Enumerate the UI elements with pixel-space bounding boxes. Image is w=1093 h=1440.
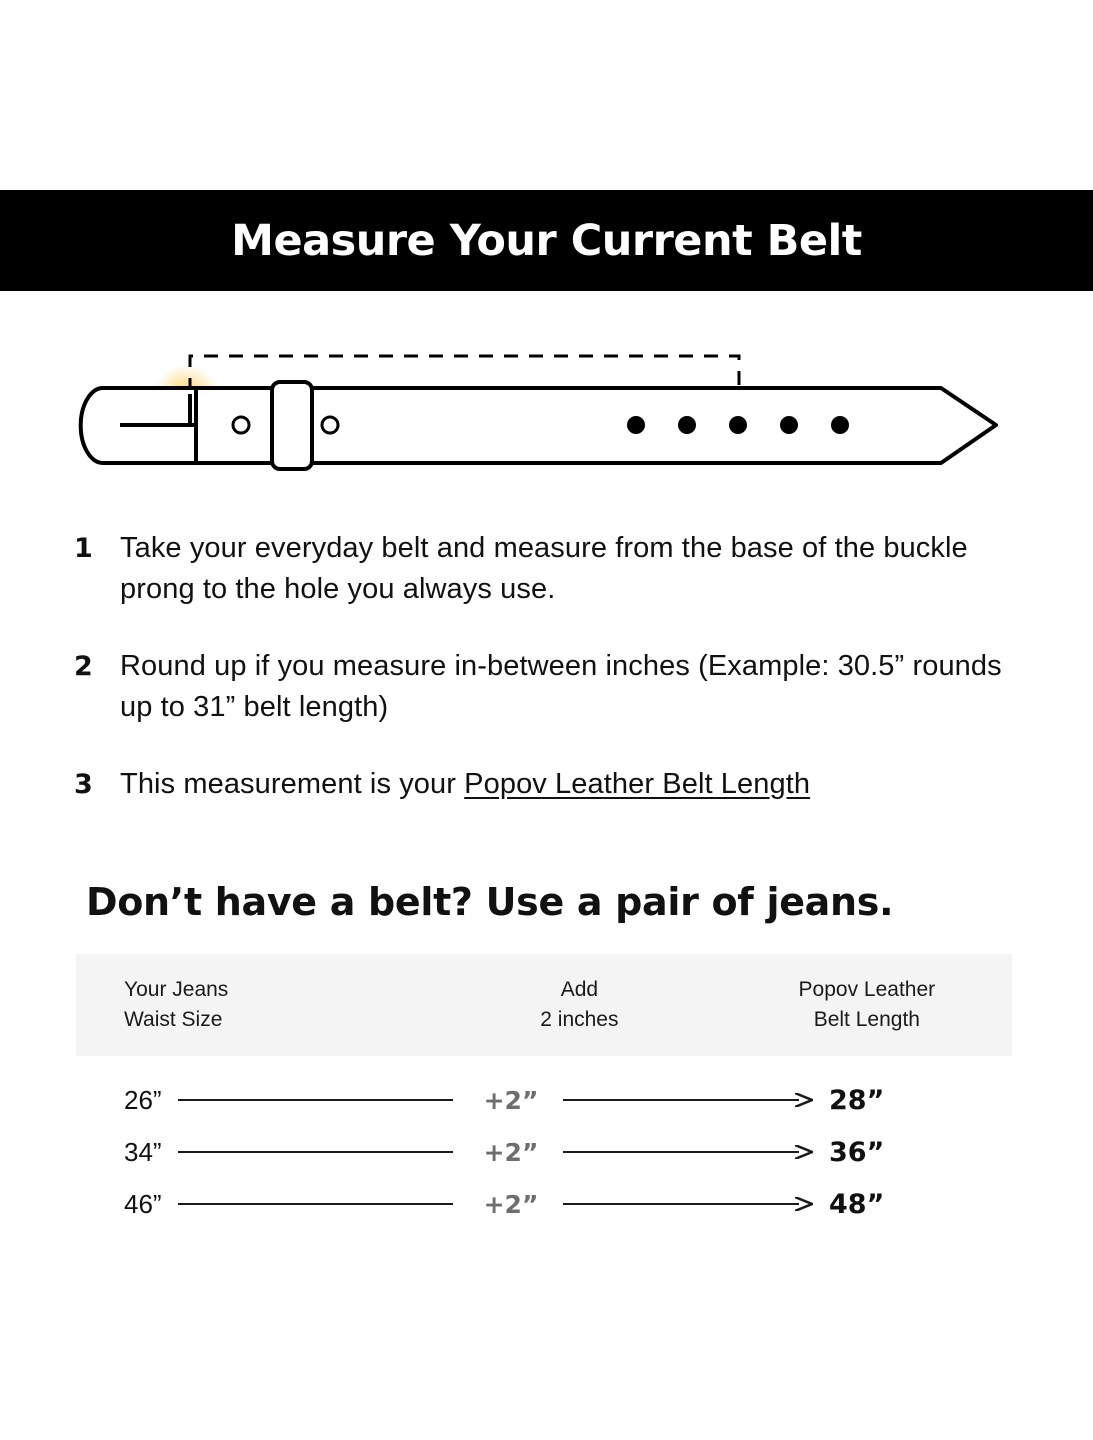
step-text-lead: This measurement is your bbox=[120, 768, 465, 800]
arrow-to-result bbox=[563, 1197, 813, 1211]
belt-keeper-loop bbox=[272, 382, 312, 469]
step-text: Round up if you measure in-between inches (Example: 30.5” rounds up to 31” belt length) bbox=[120, 650, 1002, 723]
table-row bbox=[76, 1126, 1012, 1178]
column-header-line1: Your Jeans bbox=[124, 978, 229, 1001]
table-row bbox=[76, 1178, 1012, 1230]
step-item bbox=[74, 528, 1014, 610]
connector-line bbox=[178, 1203, 453, 1205]
column-header-line1: Add bbox=[560, 978, 599, 1001]
column-header-line2: Waist Size bbox=[124, 1008, 223, 1031]
steps-list bbox=[74, 528, 1014, 841]
belt-hole bbox=[678, 416, 696, 434]
column-header-line1: Popov Leather bbox=[798, 978, 936, 1001]
belt-hole bbox=[729, 416, 747, 434]
arrow-right-icon bbox=[795, 1093, 813, 1107]
column-header-line2: Belt Length bbox=[813, 1008, 920, 1031]
table-row bbox=[76, 1074, 1012, 1126]
belt-length-link[interactable]: Popov Leather Belt Length bbox=[464, 768, 811, 800]
conversion-table-rows bbox=[76, 1074, 1012, 1230]
step-number: 1 bbox=[74, 533, 93, 564]
connector-line bbox=[178, 1151, 453, 1153]
arrow-to-result bbox=[563, 1145, 813, 1159]
cell-add-value: +2” bbox=[483, 1085, 539, 1115]
belt-strap bbox=[124, 388, 996, 463]
step-item bbox=[74, 764, 1014, 805]
cell-add-value: +2” bbox=[483, 1189, 539, 1219]
column-header-add bbox=[437, 954, 722, 1056]
belt-illustration bbox=[0, 330, 1093, 510]
cell-add-value: +2” bbox=[483, 1137, 539, 1167]
cell-jeans-size: 26” bbox=[124, 1084, 162, 1115]
belt-hole bbox=[627, 416, 645, 434]
page-title: Measure Your Current Belt bbox=[231, 215, 862, 266]
step-text: Take your everyday belt and measure from the base of the buckle prong to the hole you always use. bbox=[120, 532, 968, 605]
belt-hole-open bbox=[322, 417, 338, 433]
header-banner bbox=[0, 190, 1093, 291]
step-number: 3 bbox=[74, 769, 93, 800]
cell-belt-length: 28” bbox=[829, 1084, 885, 1116]
step-text bbox=[120, 764, 810, 805]
belt-hole-open bbox=[233, 417, 249, 433]
step-item bbox=[74, 646, 1014, 728]
arrow-to-result bbox=[563, 1093, 813, 1107]
step-number: 2 bbox=[74, 651, 93, 682]
cell-belt-length: 36” bbox=[829, 1136, 885, 1168]
column-header-belt-length bbox=[722, 954, 1012, 1056]
belt-hole bbox=[831, 416, 849, 434]
arrow-right-icon bbox=[795, 1197, 813, 1211]
cell-jeans-size: 46” bbox=[124, 1188, 162, 1219]
belt-hole bbox=[780, 416, 798, 434]
arrow-right-icon bbox=[795, 1145, 813, 1159]
cell-jeans-size: 34” bbox=[124, 1136, 162, 1167]
column-header-jeans-size bbox=[76, 954, 437, 1056]
connector-line bbox=[178, 1099, 453, 1101]
jeans-section-heading: Don’t have a belt? Use a pair of jeans. bbox=[86, 880, 894, 924]
cell-belt-length: 48” bbox=[829, 1188, 885, 1220]
conversion-table-header bbox=[76, 954, 1012, 1056]
column-header-line2: 2 inches bbox=[540, 1008, 619, 1031]
